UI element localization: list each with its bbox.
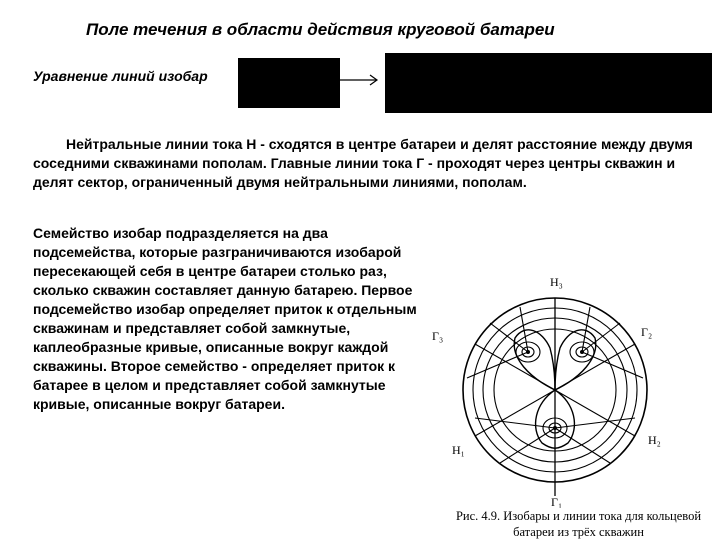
flow-field-figure <box>430 268 715 508</box>
label-h2: Н₂ <box>648 433 661 447</box>
label-h1: Н₁ <box>452 443 465 457</box>
paragraph-isobar-families: Семейство изобар подразделяется на два подсемейства, которые разграничиваются изобарой пересекающей себя в центре батареи столько раз, сколько скважин составляет данную батарею. Первое подсемейство изобар определяет приток к отдельным скважинам и представляет собой замкнутые, каплеобразные кривые, описанные вокруг каждой скважины. Второе семейство - определяет приток к батарее в целом и представляет собой замкнутые кривые, описанные вокруг батареи. <box>33 225 417 412</box>
label-g2: Г₂ <box>641 325 653 339</box>
equation-label: Уравнение линий изобар <box>33 68 208 84</box>
equation-image-left <box>238 58 340 108</box>
slide-title: Поле течения в области действия круговой батареи <box>86 20 555 39</box>
arrow-right-icon <box>340 73 380 87</box>
label-h3: Н₃ <box>550 275 563 289</box>
equation-image-right <box>385 53 712 113</box>
label-g3: Г₃ <box>432 329 444 343</box>
figure-caption: Рис. 4.9. Изобары и линии тока для кольцевой батареи из трёх скважин <box>455 509 702 539</box>
paragraph-stream-lines: Нейтральные линии тока Н - сходятся в центре батареи и делят расстояние между двумя соседними скважинами пополам. Главные линии тока Г - проходят через центры скважин и делят сектор, ограниченный двумя нейтральными линиями, пополам. <box>33 136 693 190</box>
label-g1: Г₁ <box>551 495 563 508</box>
